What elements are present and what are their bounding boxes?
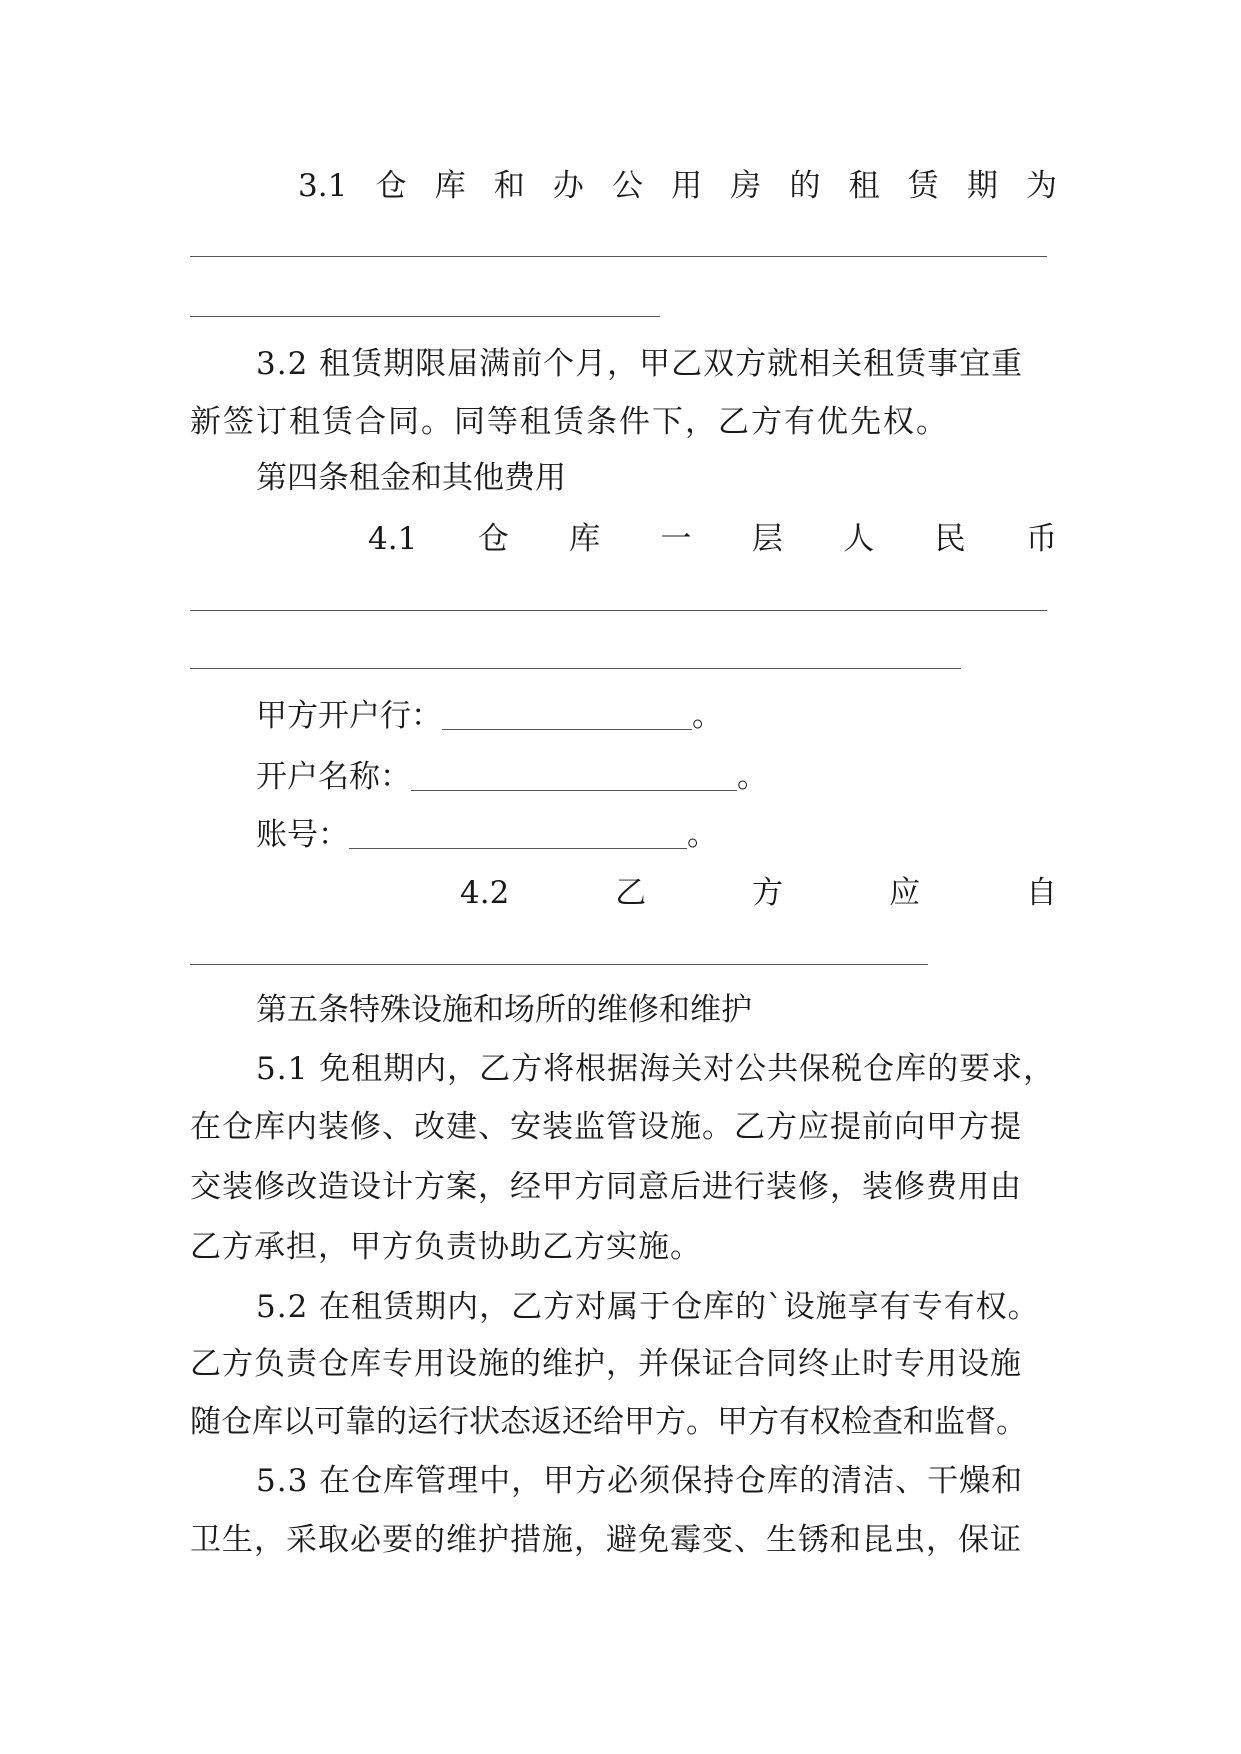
clause-4-2-char: 应 [889, 875, 921, 911]
clause-4-1-char: 层 [751, 521, 783, 557]
bank-line [256, 696, 723, 736]
account-name-line [256, 757, 768, 797]
clause-3-1-char: 公 [612, 168, 644, 204]
account-name-blank[interactable] [411, 764, 737, 791]
clause-3-1-char: 赁 [907, 168, 939, 204]
clause-4-1-line [368, 519, 1057, 559]
clause-3-1-char: 期 [966, 168, 998, 204]
clause-5-2-line-2: 乙方负责仓库专用设施的维护，并保证合同终止时专用设施 [190, 1346, 1022, 1382]
clause-4-1-char: 库 [569, 521, 601, 557]
clause-3-1-char: 库 [434, 168, 466, 204]
clause-4-2-char: 乙 [615, 875, 647, 911]
clause-3-1-line [298, 166, 1057, 206]
clause-4-2-line [460, 873, 1057, 913]
bank-label: 甲方开户行： [256, 698, 442, 734]
article-4-heading: 第四条租金和其他费用 [256, 460, 566, 496]
blank-rule [190, 316, 660, 317]
clause-4-2-char: 自 [1026, 875, 1057, 911]
clause-3-1-char: 的 [789, 168, 821, 204]
clause-4-2-char: 方 [752, 875, 784, 911]
clause-3-2-line-1: 3.2 租赁期限届满前个月，甲乙双方就相关租赁事宜重 [256, 346, 1024, 382]
clause-3-1-char: 办 [552, 168, 584, 204]
clause-5-2-line-3: 随仓库以可靠的运行状态返还给甲方。甲方有权检查和监督。 [190, 1404, 1027, 1440]
blank-rule [190, 256, 1047, 257]
account-name-label: 开户名称： [256, 759, 411, 795]
clause-4-1-char: 仓 [477, 521, 509, 557]
account-name-end: 。 [737, 759, 768, 795]
clause-3-1-char: 3.1 [298, 168, 348, 204]
clause-5-1-line-3: 交装修改造设计方案，经甲方同意后进行装修，装修费用由 [190, 1169, 1022, 1205]
clause-3-2-line-2: 新签订租赁合同。同等租赁条件下，乙方有优先权。 [190, 404, 949, 440]
clause-5-3-line-1: 5.3 在仓库管理中，甲方必须保持仓库的清洁、干燥和 [256, 1463, 1024, 1499]
clause-3-1-char: 仓 [375, 168, 407, 204]
clause-4-2-char: 4.2 [460, 875, 510, 911]
clause-3-1-char: 为 [1026, 168, 1057, 204]
clause-4-1-char: 民 [934, 521, 966, 557]
clause-4-1-char: 一 [660, 521, 692, 557]
clause-5-1-line-1: 5.1 免租期内，乙方将根据海关对公共保税仓库的要求， [256, 1051, 1056, 1087]
blank-rule [190, 610, 1047, 611]
clause-4-1-char: 人 [843, 521, 875, 557]
bank-end: 。 [692, 698, 723, 734]
clause-5-1-line-4: 乙方承担，甲方负责协助乙方实施。 [190, 1229, 702, 1265]
clause-3-1-char: 和 [493, 168, 525, 204]
clause-5-2-line-1: 5.2 在租赁期内，乙方对属于仓库的`设施享有专有权。 [256, 1289, 1040, 1325]
clause-3-1-char: 房 [730, 168, 762, 204]
clause-4-1-char: 币 [1025, 521, 1057, 557]
article-5-heading: 第五条特殊设施和场所的维修和维护 [256, 992, 752, 1028]
account-number-line [256, 815, 718, 855]
account-number-blank[interactable] [349, 822, 687, 849]
clause-5-3-line-2: 卫生，采取必要的维护措施，避免霉变、生锈和昆虫，保证 [190, 1522, 1022, 1558]
bank-blank[interactable] [442, 703, 692, 730]
clause-5-1-line-2: 在仓库内装修、改建、安装监管设施。乙方应提前向甲方提 [190, 1109, 1022, 1145]
blank-rule [190, 964, 928, 965]
blank-rule [190, 668, 961, 669]
clause-3-1-char: 租 [848, 168, 880, 204]
account-number-label: 账号： [256, 817, 349, 853]
clause-3-1-char: 用 [671, 168, 703, 204]
clause-4-1-char: 4.1 [368, 521, 418, 557]
account-number-end: 。 [687, 817, 718, 853]
